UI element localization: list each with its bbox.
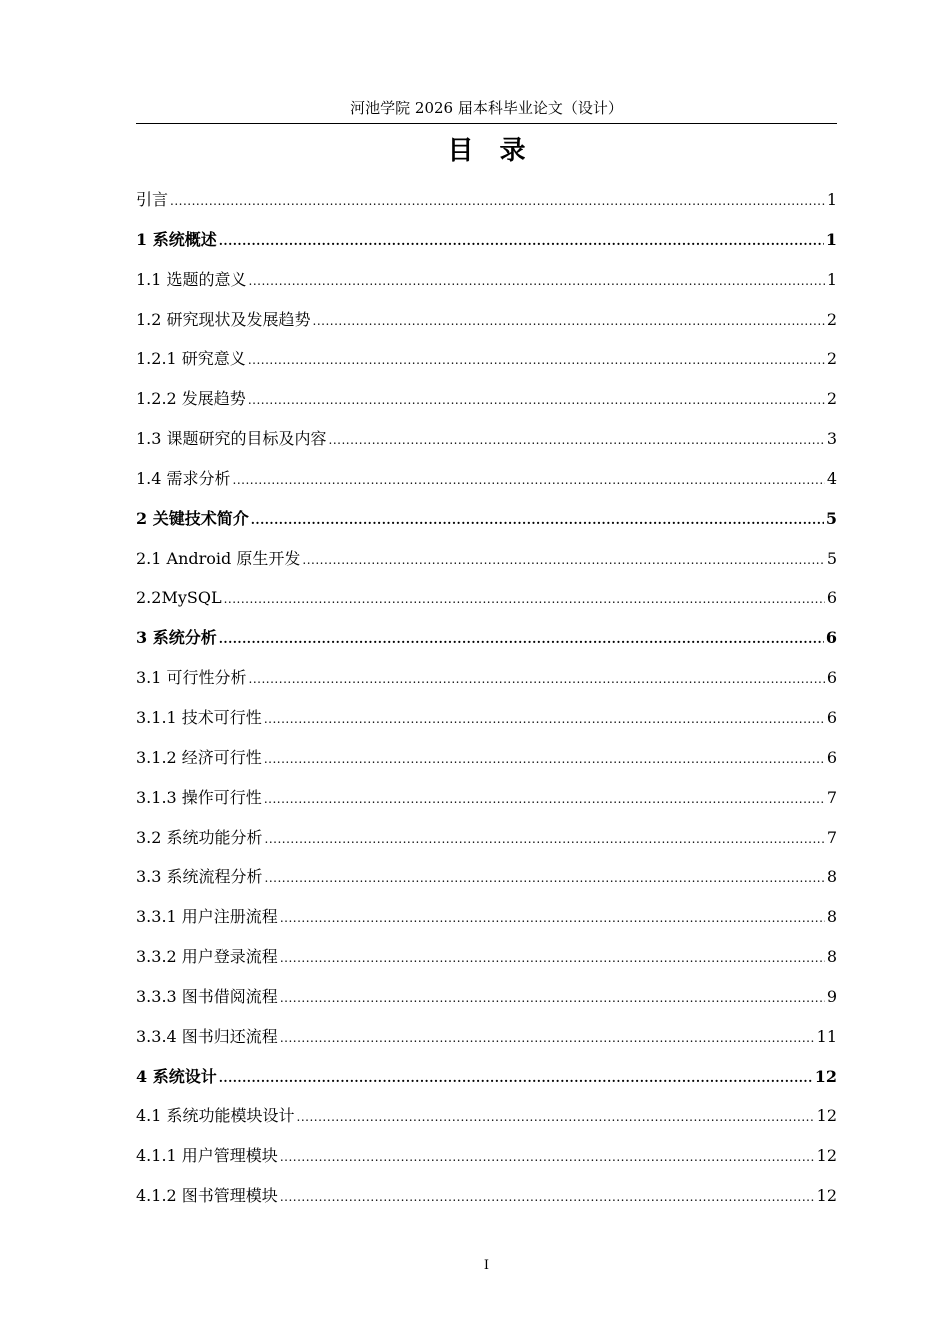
toc-entry-page: 11 (816, 1026, 837, 1046)
toc-entry-page: 2 (826, 389, 837, 409)
toc-entry-label: 1.2.1 研究意义 (136, 349, 246, 369)
toc-entry[interactable] (136, 1104, 837, 1144)
toc-entry[interactable] (136, 626, 837, 666)
toc-entry-label: 2.2MySQL (136, 588, 222, 608)
toc-entry-page: 8 (826, 907, 837, 927)
toc-entry[interactable] (136, 826, 837, 866)
toc-entry[interactable] (136, 666, 837, 706)
toc-entry[interactable] (136, 945, 837, 985)
toc-entry[interactable] (136, 786, 837, 826)
toc-entry-label: 4.1.1 用户管理模块 (136, 1146, 278, 1166)
toc-entry-page: 1 (825, 229, 837, 249)
toc-entry-label: 4.1 系统功能模块设计 (136, 1106, 295, 1126)
toc-entry-page: 6 (826, 747, 837, 767)
toc-dot-leader (302, 548, 824, 572)
toc-entry-page: 7 (826, 827, 837, 847)
toc-dot-leader (280, 946, 825, 970)
toc-entry-page: 7 (826, 787, 837, 807)
toc-dot-leader (264, 747, 825, 771)
toc-dot-leader (249, 269, 825, 293)
toc-entry-page: 12 (816, 1146, 837, 1166)
toc-entry-label: 3 系统分析 (136, 628, 217, 648)
toc-entry[interactable] (136, 586, 837, 626)
toc-entry-label: 3.3.1 用户注册流程 (136, 907, 278, 927)
toc-dot-leader (264, 707, 825, 731)
toc-dot-leader (219, 1066, 813, 1090)
toc-entry-label: 3.1.3 操作可行性 (136, 787, 262, 807)
toc-entry[interactable] (136, 865, 837, 905)
toc-dot-leader (280, 1026, 815, 1050)
toc-entry-label: 2.1 Android 原生开发 (136, 548, 301, 568)
toc-entry[interactable] (136, 467, 837, 507)
toc-entry[interactable] (136, 268, 837, 308)
toc-dot-leader (248, 348, 825, 372)
toc-entry[interactable] (136, 706, 837, 746)
toc-dot-leader (280, 906, 825, 930)
toc-dot-leader (264, 787, 825, 811)
toc-entry-label: 1.4 需求分析 (136, 468, 231, 488)
toc-entry-label: 引言 (136, 190, 169, 209)
toc-entry-page: 6 (826, 707, 837, 727)
toc-dot-leader (219, 229, 824, 253)
toc-entry-page: 6 (826, 588, 837, 608)
toc-dot-leader (280, 986, 825, 1010)
toc-entry[interactable] (136, 1065, 837, 1105)
toc-entry-label: 3.3.2 用户登录流程 (136, 947, 278, 967)
toc-entry-page: 6 (826, 668, 837, 688)
header-rule (136, 123, 837, 124)
toc-entry-label: 3.3.4 图书归还流程 (136, 1026, 278, 1046)
toc-entry-page: 5 (825, 508, 837, 528)
toc-dot-leader (297, 1105, 815, 1129)
toc-entry[interactable] (136, 507, 837, 547)
toc-dot-leader (224, 587, 825, 611)
toc-entry[interactable] (136, 985, 837, 1025)
toc-entry-page: 8 (826, 867, 837, 887)
page-number: I (483, 1258, 490, 1273)
toc-entry[interactable] (136, 547, 837, 587)
toc-entry-label: 1.3 课题研究的目标及内容 (136, 429, 327, 449)
toc-dot-leader (265, 827, 825, 851)
toc-entry-page: 12 (816, 1106, 837, 1126)
toc-dot-leader (248, 388, 825, 412)
toc-entry-label: 1.1 选题的意义 (136, 269, 247, 289)
toc-entry-page: 5 (826, 548, 837, 568)
toc-dot-leader (170, 189, 825, 213)
toc-entry-page: 3 (826, 429, 837, 449)
toc-entry-page: 8 (826, 947, 837, 967)
toc-entry-page: 4 (826, 468, 837, 488)
toc-entry[interactable] (136, 1184, 837, 1224)
toc-entry[interactable] (136, 746, 837, 786)
toc-entry-label: 1.2 研究现状及发展趋势 (136, 309, 311, 329)
toc-entry-label: 4 系统设计 (136, 1066, 217, 1086)
toc-entry-label: 4.1.2 图书管理模块 (136, 1186, 278, 1206)
toc-entry-label: 1 系统概述 (136, 229, 217, 249)
toc-entry-label: 3.3 系统流程分析 (136, 867, 263, 887)
toc-dot-leader (251, 508, 824, 532)
toc-entry-label: 3.1.1 技术可行性 (136, 707, 262, 727)
toc-entry[interactable] (136, 188, 837, 228)
toc-entry-page: 9 (826, 986, 837, 1006)
toc-entry-label: 3.2 系统功能分析 (136, 827, 263, 847)
toc-entry-page: 2 (826, 349, 837, 369)
toc-dot-leader (265, 866, 825, 890)
toc-entry[interactable] (136, 228, 837, 268)
toc-dot-leader (233, 468, 825, 492)
toc-entry-page: 1 (826, 269, 837, 289)
toc-dot-leader (329, 428, 825, 452)
toc-entry-page: 12 (814, 1066, 837, 1086)
toc-entry-label: 3.1 可行性分析 (136, 668, 247, 688)
toc-entry[interactable] (136, 347, 837, 387)
toc-entry-label: 1.2.2 发展趋势 (136, 389, 246, 409)
toc-list (136, 188, 837, 1224)
toc-entry-page: 6 (825, 628, 837, 648)
toc-entry[interactable] (136, 1025, 837, 1065)
toc-entry-page: 2 (826, 309, 837, 329)
toc-entry-page: 1 (826, 190, 837, 209)
page-header: 河池学院 2026 届本科毕业论文（设计） (350, 99, 623, 117)
toc-entry-label: 3.3.3 图书借阅流程 (136, 986, 278, 1006)
toc-entry[interactable] (136, 308, 837, 348)
toc-dot-leader (249, 667, 825, 691)
toc-entry[interactable] (136, 1144, 837, 1184)
toc-dot-leader (313, 309, 825, 333)
toc-entry[interactable] (136, 905, 837, 945)
toc-entry[interactable] (136, 427, 837, 467)
toc-entry-page: 12 (816, 1186, 837, 1206)
toc-entry-label: 2 关键技术简介 (136, 508, 249, 528)
toc-entry-label: 3.1.2 经济可行性 (136, 747, 262, 767)
toc-dot-leader (280, 1145, 815, 1169)
toc-dot-leader (280, 1185, 815, 1209)
toc-title: 目录 (447, 136, 552, 166)
toc-entry[interactable] (136, 387, 837, 427)
toc-dot-leader (219, 627, 824, 651)
